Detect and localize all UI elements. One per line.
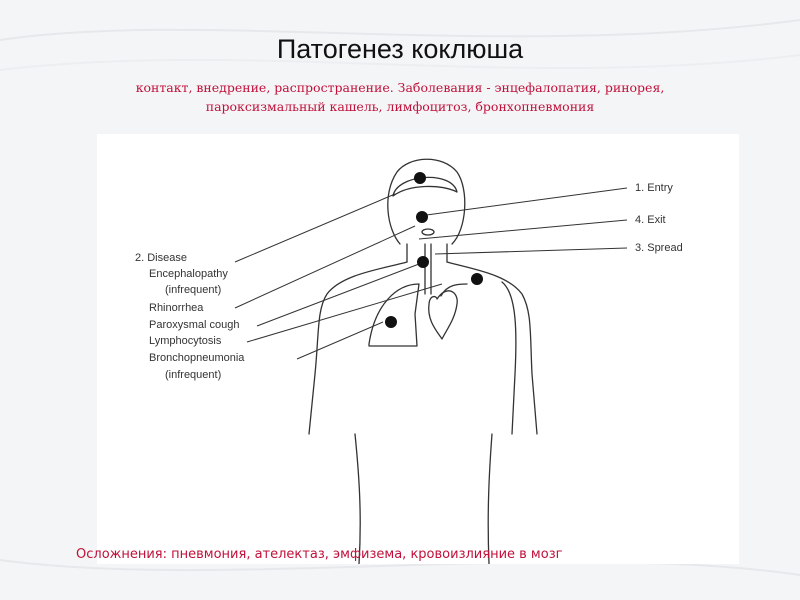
spread-dot — [417, 256, 429, 268]
label-bronchopneumonia-note: (infrequent) — [165, 369, 222, 381]
cough-line — [257, 264, 419, 326]
hip-outline — [355, 434, 492, 564]
label-disease-heading: 2. Disease — [135, 252, 187, 264]
exit-dot — [416, 211, 428, 223]
pathogenesis-diagram — [97, 134, 739, 564]
slide-title: Патогенез коклюша — [276, 34, 524, 64]
body-diagram — [97, 134, 739, 564]
lymph-dot — [471, 273, 483, 285]
label-rhinorrhea: Rhinorrhea — [149, 302, 204, 314]
entry-dot — [414, 172, 426, 184]
arm-inner-line — [502, 282, 516, 434]
spread-line — [435, 248, 627, 254]
label-encephalopathy: Encephalopathy — [149, 268, 228, 280]
aorta — [441, 284, 467, 296]
entry-line — [419, 188, 627, 216]
slide-subtitle: контакт, внедрение, распространение. Заболевания - энцефалопатия, ринорея, пароксизмальный кашель, лимфоцитоз, бронхопневмония — [135, 80, 665, 114]
label-paroxysmal-cough: Paroxysmal cough — [149, 319, 240, 331]
complications-text: Осложнения: пневмония, ателектаз, эмфизема, кровоизлияние в мозг — [76, 547, 563, 562]
lung-dot — [385, 316, 397, 328]
label-entry: 1. Entry — [635, 182, 673, 194]
label-exit: 4. Exit — [635, 214, 666, 226]
torso-outline — [309, 262, 537, 434]
trachea — [425, 244, 431, 294]
exit-line — [419, 220, 627, 239]
heart-outline — [429, 291, 458, 339]
label-encephalopathy-note: (infrequent) — [165, 284, 222, 296]
label-bronchopneumonia: Bronchopneumonia — [149, 352, 245, 364]
label-spread: 3. Spread — [635, 242, 683, 254]
head-outline — [388, 159, 465, 244]
label-lymphocytosis: Lymphocytosis — [149, 335, 222, 347]
encephalopathy-line — [235, 194, 395, 262]
